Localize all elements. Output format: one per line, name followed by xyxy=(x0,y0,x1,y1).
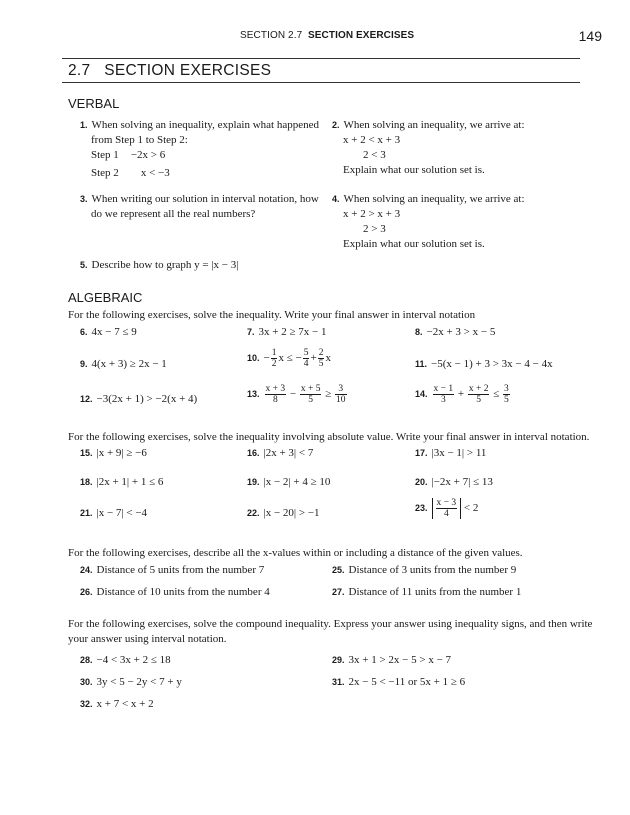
exercise-21: 21. |x − 7| < −4 xyxy=(80,507,148,519)
instructions-2: For the following exercises, solve the inequality involving absolute value. Write your final answer in interval notation. xyxy=(68,431,590,443)
top-rule xyxy=(62,58,580,59)
exercise-27: 27. Distance of 11 units from the number 1 xyxy=(332,586,522,598)
exercise-18: 18. |2x + 1| + 1 ≤ 6 xyxy=(80,476,164,488)
exercise-10: 10. − $\frac{1}{2}$ x ≤ − $\frac{5}{4}$ + $\frac{2}{5}$ x xyxy=(247,348,331,369)
exercise-23: 23. $\frac{x - 3}{4}$ < 2 xyxy=(415,498,479,519)
section-label: SECTION 2.7 xyxy=(240,30,303,41)
exercise-22: 22. |x − 20| > −1 xyxy=(247,507,320,519)
verbal-heading: VERBAL xyxy=(68,96,120,111)
page-title: 2.7 SECTION EXERCISES xyxy=(68,62,272,79)
exercise-17: 17. |3x − 1| > 11 xyxy=(415,447,487,459)
exercise-26: 26. Distance of 10 units from the number 4 xyxy=(80,586,270,598)
exercise-4: 4. When solving an inequality, we arrive at: x + 2 > x + 3 2 > 3 Explain what our solution set is. xyxy=(332,193,525,250)
exercise-13: 13. $\frac{x + 3}{8}$ − $\frac{x + 5}{5}$ ≥ $\frac{3}{10}$ xyxy=(247,384,346,405)
title-rule xyxy=(62,82,580,83)
instructions-3: For the following exercises, describe all the x-values within or including a distance of the given values. xyxy=(68,547,523,559)
exercise-3: 3. When writing our solution in interval notation, how do we represent all the real numbers? xyxy=(80,193,319,220)
instructions-4: For the following exercises, solve the compound inequality. Express your answer using inequality signs, and then write your answer using interval notation. xyxy=(68,618,593,645)
exercise-16: 16. |2x + 3| < 7 xyxy=(247,447,314,459)
exercise-29: 29. 3x + 1 > 2x − 5 > x − 7 xyxy=(332,654,452,666)
exercise-8: 8. −2x + 3 > x − 5 xyxy=(415,326,496,338)
exercise-28: 28. −4 < 3x + 2 ≤ 18 xyxy=(80,654,171,666)
algebraic-heading: ALGEBRAIC xyxy=(68,290,143,305)
exercise-11: 11. −5(x − 1) + 3 > 3x − 4 − 4x xyxy=(415,358,553,370)
exercise-31: 31. 2x − 5 < −11 or 5x + 1 ≥ 6 xyxy=(332,676,466,688)
instructions-1: For the following exercises, solve the inequality. Write your final answer in interval notation xyxy=(68,309,476,321)
exercise-12: 12. −3(2x + 1) > −2(x + 4) xyxy=(80,393,198,405)
exercise-24: 24. Distance of 5 units from the number 7 xyxy=(80,564,265,576)
exercise-19: 19. |x − 2| + 4 ≥ 10 xyxy=(247,476,331,488)
exercise-9: 9. 4(x + 3) ≥ 2x − 1 xyxy=(80,358,167,370)
exercise-25: 25. Distance of 3 units from the number 9 xyxy=(332,564,517,576)
exercise-2: 2. When solving an inequality, we arrive at: x + 2 < x + 3 2 < 3 Explain what our solution set is. xyxy=(332,119,525,176)
exercise-14: 14. $\frac{x - 1}{3}$ + $\frac{x + 2}{5}$ ≤ $\frac{3}{5}$ xyxy=(415,384,509,405)
exercise-15: 15. |x + 9| ≥ −6 xyxy=(80,447,147,459)
page-number: 149 xyxy=(578,28,602,44)
running-header xyxy=(240,30,414,41)
exercise-6: 6. 4x − 7 ≤ 9 xyxy=(80,326,137,338)
exercise-20: 20. |−2x + 7| ≤ 13 xyxy=(415,476,493,488)
exercise-32: 32. x + 7 < x + 2 xyxy=(80,698,154,710)
section-title: SECTION EXERCISES xyxy=(308,30,415,41)
exercise-5: 5. Describe how to graph y = |x − 3| xyxy=(80,259,239,271)
exercise-1: 1. When solving an inequality, explain what happened from Step 1 to Step 2: Step 1 −2x > 6 Step 2 x < −3 xyxy=(80,119,319,179)
exercise-30: 30. 3y < 5 − 2y < 7 + y xyxy=(80,676,182,688)
exercise-7: 7. 3x + 2 ≥ 7x − 1 xyxy=(247,326,327,338)
